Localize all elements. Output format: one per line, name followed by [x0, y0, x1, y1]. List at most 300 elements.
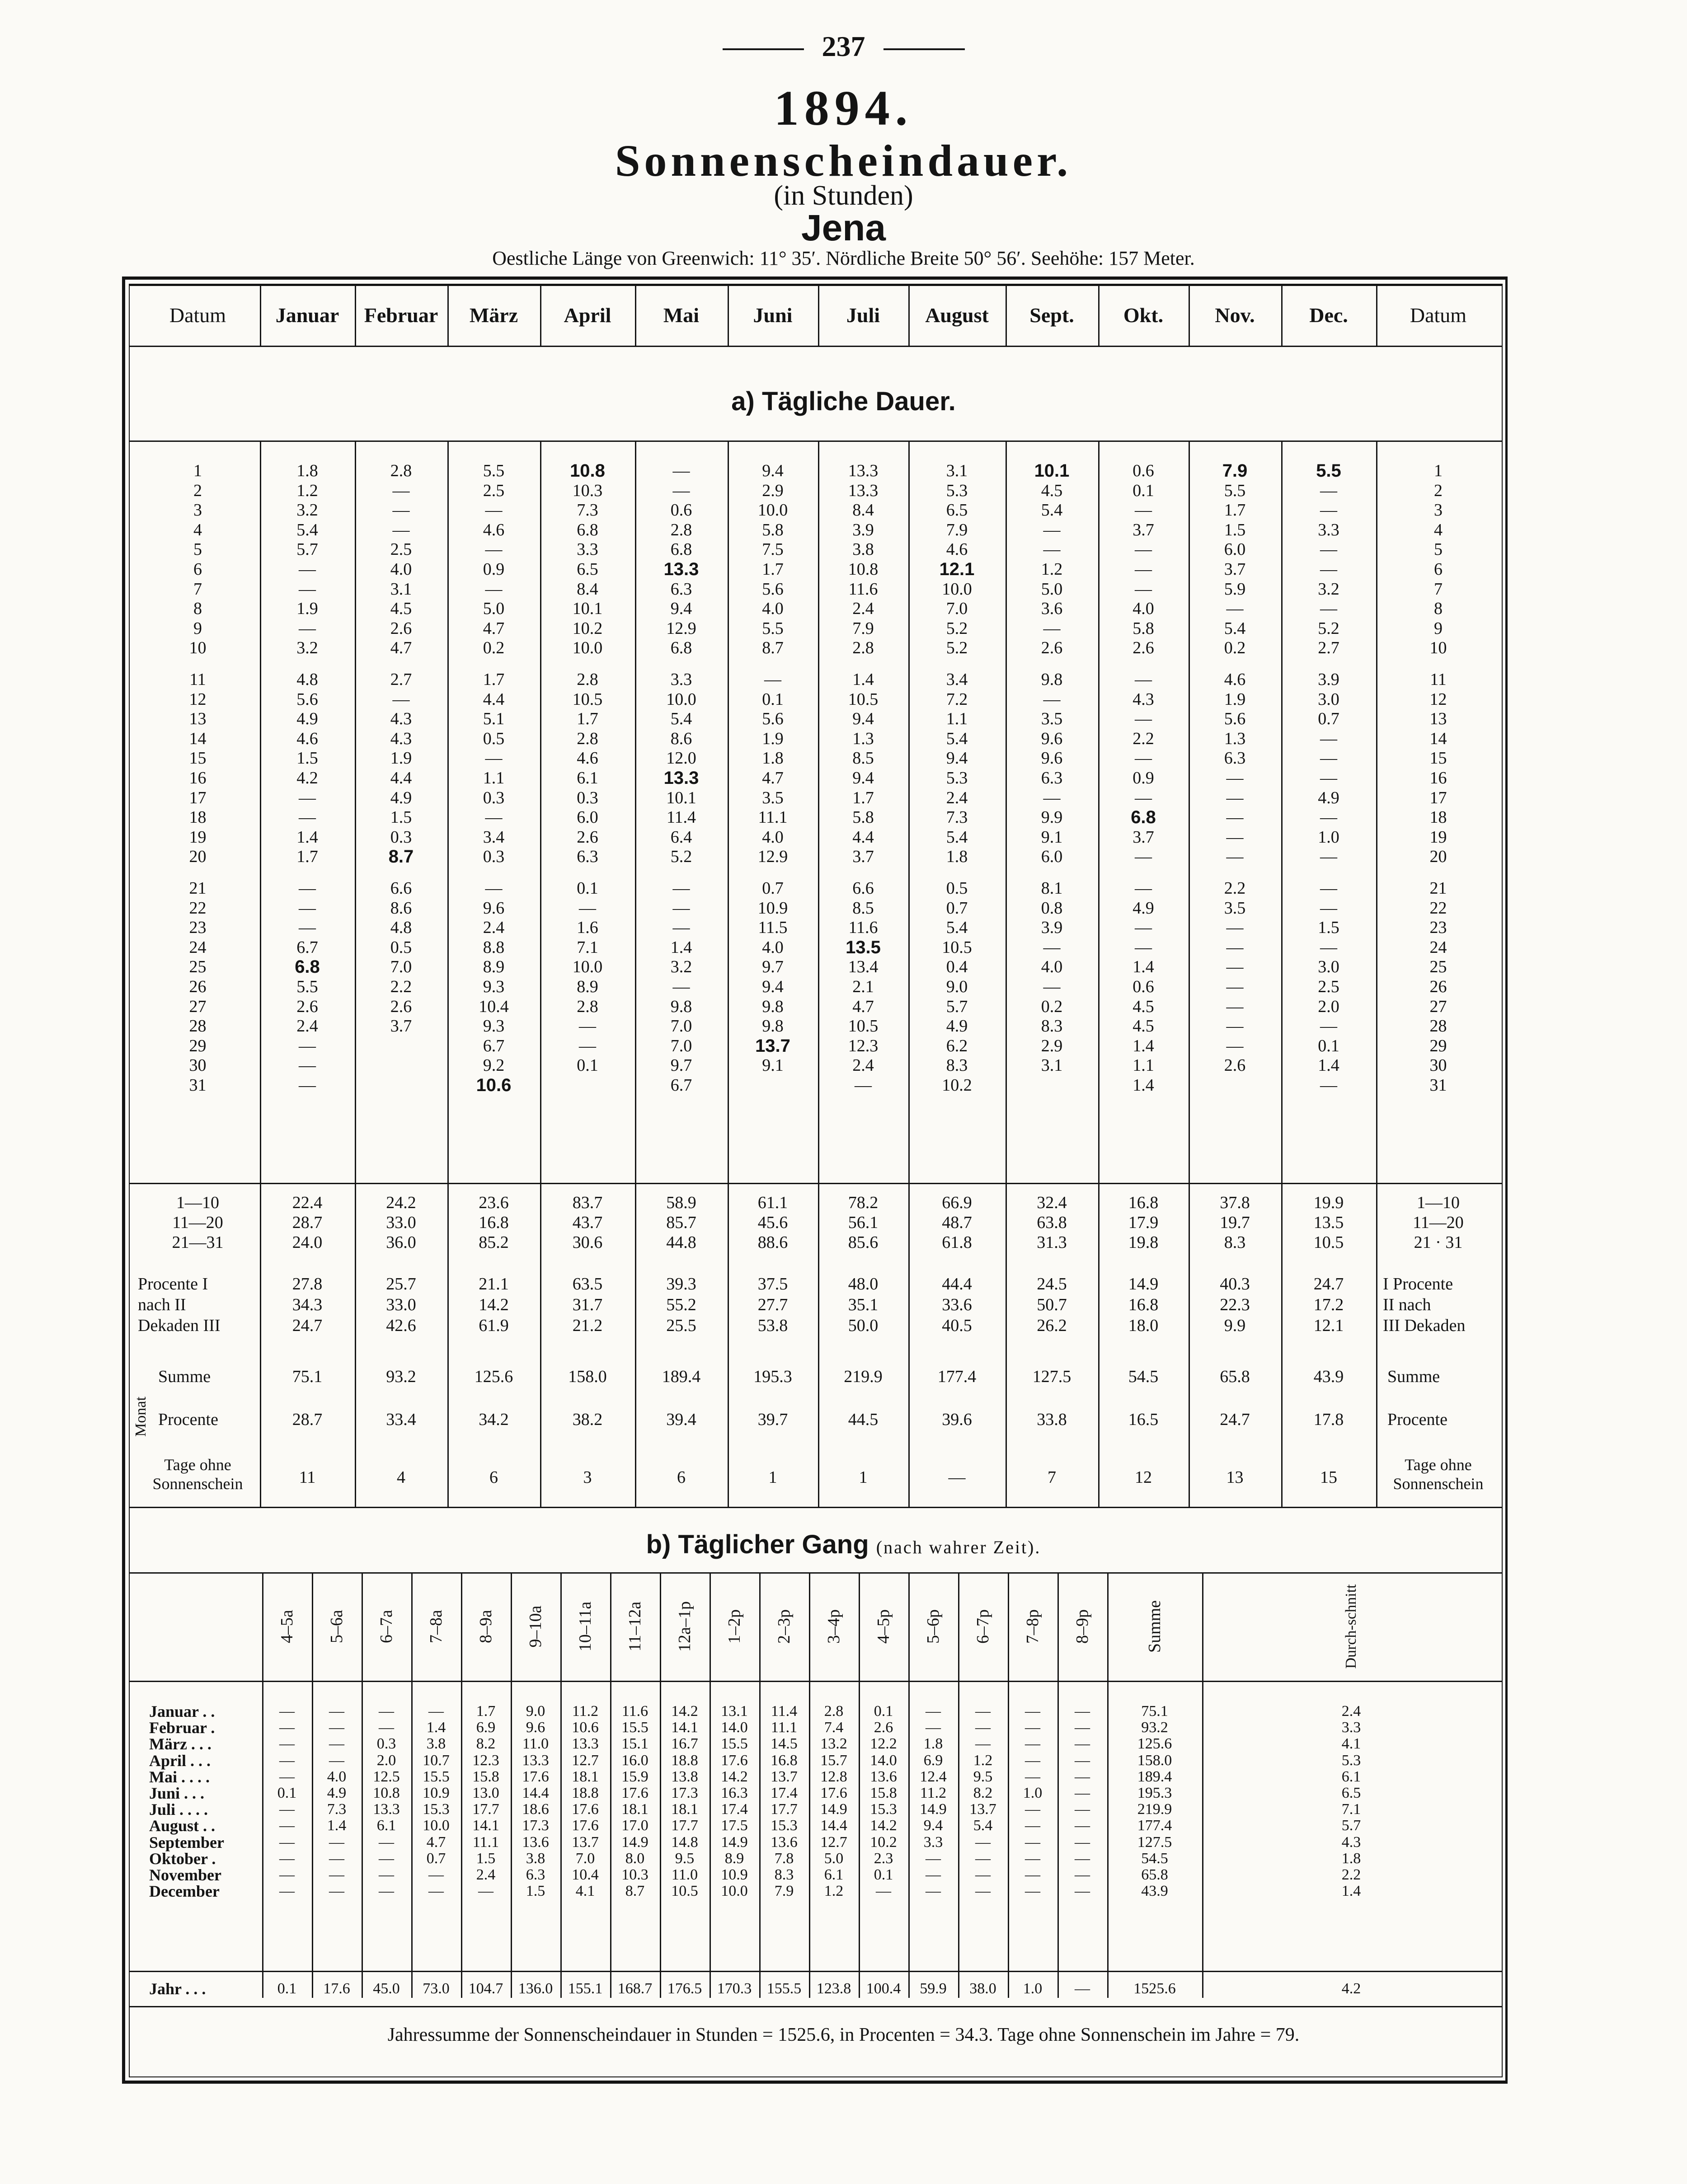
hourly-value: 14.2 — [721, 1768, 748, 1785]
hourly-value: 12.4 — [920, 1768, 947, 1785]
daily-value: 0.3 — [577, 788, 598, 807]
day-label-right: 12 — [1429, 689, 1447, 709]
daily-value: 4.0 — [1041, 957, 1063, 977]
daily-value: 6.8 — [670, 638, 692, 658]
hourly-value: 189.4 — [1137, 1768, 1172, 1785]
hourly-value: — — [1075, 1752, 1090, 1769]
daily-value: 8.1 — [1041, 879, 1063, 898]
day-label-right: 25 — [1429, 957, 1447, 977]
no-sun-label-right: Tage ohne — [1405, 1456, 1472, 1474]
daily-value: 6.8 — [670, 540, 692, 559]
hourly-value: 16.0 — [621, 1752, 648, 1769]
daily-value: — — [392, 501, 410, 520]
daily-value: 10.9 — [757, 898, 788, 918]
section-a-bottom-rule — [129, 1507, 1503, 1508]
daily-value: 11.4 — [666, 808, 696, 827]
daily-value: — — [855, 1076, 872, 1095]
no-sun-days: 1 — [768, 1468, 777, 1487]
daily-value: — — [672, 461, 690, 480]
hourly-value: — — [279, 1866, 295, 1883]
hourly-value: 17.7 — [472, 1801, 499, 1818]
decade-sum: 88.6 — [757, 1233, 788, 1252]
decade-sum: 85.7 — [666, 1213, 696, 1232]
daily-value: 1.4 — [852, 670, 874, 689]
daily-value: 3.5 — [762, 788, 784, 807]
daily-value: — — [485, 879, 503, 898]
daily-value: 3.7 — [1224, 560, 1246, 579]
daily-value: 1.4 — [1132, 1036, 1154, 1055]
daily-value: 4.8 — [296, 670, 318, 689]
daily-value: 10.3 — [572, 481, 603, 500]
daily-value: 10.2 — [942, 1076, 972, 1095]
decade-label: 1—10 — [176, 1193, 219, 1212]
daily-value: 3.9 — [1318, 670, 1339, 689]
column-header: Dec. — [1309, 304, 1348, 327]
daily-value: 6.3 — [670, 579, 692, 599]
daily-value: 0.9 — [1132, 769, 1154, 787]
hourly-value: 17.6 — [572, 1817, 599, 1834]
hourly-value: 17.6 — [721, 1752, 748, 1769]
daily-value: — — [485, 540, 503, 559]
daily-value: 5.4 — [1041, 501, 1063, 520]
daily-value: 4.9 — [1132, 898, 1154, 918]
decade-percent: 50.0 — [848, 1316, 879, 1335]
daily-value: 5.5 — [1316, 461, 1341, 481]
daily-value: 2.8 — [577, 670, 598, 689]
decade-sum: 78.2 — [848, 1193, 879, 1212]
hourly-value: 8.7 — [625, 1883, 645, 1900]
column-header: August — [925, 304, 989, 327]
hourly-value: 0.1 — [277, 1785, 297, 1801]
daily-value: 2.9 — [1041, 1036, 1063, 1055]
hourly-value: 0.1 — [874, 1866, 893, 1883]
daily-value: 6.1 — [577, 769, 598, 787]
decade-sum: 36.0 — [386, 1233, 416, 1252]
hourly-column-header-text: 8–9a — [476, 1610, 495, 1643]
hourly-value: — — [1075, 1735, 1090, 1753]
hourly-value: 1.4 — [1341, 1883, 1361, 1900]
decade-percent-label: Dekaden III — [138, 1316, 221, 1335]
hourly-value: 12.7 — [820, 1833, 847, 1851]
hourly-column-header-text: 6–7a — [377, 1610, 396, 1643]
decade-percent-label-right: II nach — [1383, 1295, 1431, 1314]
day-label-right: 19 — [1429, 827, 1447, 847]
hourly-value: — — [379, 1866, 394, 1883]
hourly-value: 12.3 — [472, 1752, 499, 1769]
hourly-row-label: Juni . . . — [149, 1784, 205, 1802]
monthly-sum: 189.4 — [662, 1367, 701, 1386]
decade-sum: 85.6 — [848, 1233, 879, 1252]
day-label-right: 10 — [1429, 638, 1447, 658]
hourly-value: 15.5 — [621, 1719, 648, 1736]
decade-percent: 22.3 — [1220, 1295, 1250, 1314]
monthly-pct-label: Procente — [158, 1410, 218, 1429]
daily-value: 3.2 — [296, 501, 318, 520]
hourly-value: — — [926, 1883, 941, 1900]
hourly-value: — — [279, 1883, 295, 1900]
hourly-total-label: Jahr . . . — [149, 1980, 206, 1998]
daily-value: 1.9 — [762, 729, 784, 748]
daily-value: 5.7 — [946, 997, 968, 1016]
hourly-value: 17.6 — [621, 1785, 648, 1801]
hourly-value: — — [975, 1866, 991, 1883]
decade-percent-label: Procente I — [138, 1275, 208, 1294]
daily-value: 5.7 — [296, 540, 318, 559]
daily-value: 0.2 — [1041, 997, 1063, 1016]
hourly-value: 10.5 — [671, 1883, 698, 1900]
hourly-value: — — [1075, 1817, 1090, 1834]
hourly-total-value: 45.0 — [373, 1980, 400, 1997]
day-label-right: 4 — [1434, 520, 1443, 539]
daily-value: 4.9 — [390, 788, 412, 807]
hourly-value: 8.9 — [724, 1850, 744, 1867]
hourly-value: — — [329, 1850, 344, 1867]
daily-value: — — [299, 560, 316, 579]
day-label: 28 — [189, 1017, 207, 1036]
hourly-value: — — [279, 1833, 295, 1851]
daily-value: 1.7 — [296, 847, 318, 867]
daily-value: 6.7 — [670, 1076, 692, 1095]
monthly-percent: 38.2 — [572, 1410, 603, 1429]
hourly-value: 9.4 — [923, 1817, 943, 1834]
daily-value: 1.8 — [762, 749, 784, 768]
day-label: 14 — [189, 729, 207, 748]
daily-value: 10.0 — [572, 638, 603, 658]
daily-value: — — [299, 918, 316, 937]
section-b-header-rule — [129, 1681, 1503, 1682]
hourly-value: 17.6 — [820, 1785, 847, 1801]
hourly-value: 4.3 — [1341, 1833, 1361, 1851]
monthly-sum: 43.9 — [1313, 1367, 1344, 1386]
daily-value: — — [1043, 520, 1061, 539]
daily-value: 4.4 — [852, 827, 874, 847]
hourly-value: — — [975, 1833, 991, 1851]
daily-value: — — [1135, 560, 1152, 579]
monthly-sum: 195.3 — [753, 1367, 792, 1386]
daily-value: 2.5 — [390, 540, 412, 559]
daily-value: — — [579, 1036, 596, 1055]
daily-value: 5.9 — [1224, 579, 1246, 599]
daily-value: 9.7 — [762, 957, 784, 977]
day-label-right: 24 — [1429, 937, 1447, 957]
hourly-value: — — [279, 1735, 295, 1753]
daily-value: 6.6 — [852, 879, 874, 898]
daily-value: 2.9 — [762, 481, 784, 500]
hourly-value: 16.3 — [721, 1785, 748, 1801]
column-header: Juni — [753, 304, 793, 327]
monthly-sum: 65.8 — [1220, 1367, 1250, 1386]
daily-value: 5.6 — [762, 579, 784, 599]
column-header: Juli — [846, 304, 880, 327]
daily-value: — — [1135, 918, 1152, 937]
daily-value: 9.8 — [670, 997, 692, 1016]
no-sun-days: 1 — [859, 1468, 868, 1487]
daily-value: — — [299, 579, 316, 599]
daily-value: — — [1043, 689, 1061, 709]
daily-value: 10.1 — [666, 788, 696, 807]
daily-value: 10.1 — [1034, 461, 1070, 481]
hourly-value: 10.0 — [721, 1883, 748, 1900]
decade-sum: 85.2 — [479, 1233, 509, 1252]
decade-label-right: 21 · 31 — [1414, 1233, 1463, 1252]
day-label-right: 13 — [1429, 709, 1447, 729]
daily-value: 2.7 — [390, 670, 412, 689]
decades-rule — [129, 1183, 1503, 1184]
daily-value: 1.6 — [577, 918, 598, 937]
daily-value: — — [1320, 540, 1337, 559]
daily-value: 5.5 — [483, 461, 505, 480]
day-label-right: 8 — [1434, 599, 1443, 619]
hourly-total-value: 136.0 — [518, 1980, 553, 1997]
daily-value: 0.9 — [483, 560, 505, 579]
decade-percent: 63.5 — [572, 1275, 603, 1294]
hourly-value: — — [926, 1866, 941, 1883]
daily-value: — — [764, 670, 781, 689]
day-label: 1 — [193, 461, 202, 480]
daily-value: — — [1226, 918, 1244, 937]
column-header: Datum — [169, 304, 226, 327]
hourly-value: 2.6 — [874, 1719, 893, 1736]
daily-value: 4.6 — [296, 729, 318, 748]
hourly-value: 6.1 — [824, 1866, 844, 1883]
daily-value: 7.9 — [852, 619, 874, 638]
hourly-value: 219.9 — [1137, 1801, 1172, 1818]
daily-value: 4.7 — [762, 769, 784, 787]
no-sun-label-right: Sonnenschein — [1393, 1475, 1484, 1493]
hourly-value: — — [975, 1850, 991, 1867]
monthly-pct-label-right: Procente — [1387, 1410, 1447, 1429]
day-label: 13 — [189, 709, 207, 729]
hourly-value: 11.0 — [522, 1735, 549, 1753]
daily-value: 5.4 — [1224, 619, 1246, 638]
no-sun-days: — — [948, 1468, 966, 1487]
column-header: April — [564, 304, 611, 327]
daily-value: 1.3 — [852, 729, 874, 748]
daily-value: 9.8 — [762, 1017, 784, 1036]
hourly-value: 17.3 — [671, 1785, 698, 1801]
daily-value: 9.1 — [1041, 827, 1063, 847]
no-sun-days: 3 — [583, 1468, 592, 1487]
unit-subtitle: (in Stunden) — [774, 180, 913, 211]
daily-value: 8.4 — [577, 579, 598, 599]
decade-sum: 61.1 — [757, 1193, 788, 1212]
hourly-value: 10.6 — [572, 1719, 599, 1736]
daily-value: 3.7 — [852, 847, 874, 867]
daily-value: 9.1 — [762, 1056, 784, 1075]
decade-sum: 22.4 — [292, 1193, 323, 1212]
hourly-value: 6.1 — [1341, 1768, 1361, 1785]
hourly-row-label: August . . — [149, 1817, 216, 1835]
decade-percent: 40.5 — [942, 1316, 972, 1335]
daily-value: — — [485, 579, 503, 599]
body-divider — [1281, 441, 1283, 1507]
daily-value: 3.5 — [1041, 709, 1063, 729]
no-sun-days: 4 — [397, 1468, 405, 1487]
daily-value: 6.5 — [577, 560, 598, 579]
daily-value: 3.0 — [1318, 689, 1339, 709]
daily-value: — — [1320, 808, 1337, 827]
hourly-value: 14.2 — [671, 1703, 698, 1720]
decade-percent: 27.8 — [292, 1275, 323, 1294]
daily-value: — — [299, 619, 316, 638]
hourly-value: 3.3 — [1341, 1719, 1361, 1736]
daily-value: 1.5 — [296, 749, 318, 768]
daily-value: 10.0 — [572, 957, 603, 977]
daily-value: 6.2 — [946, 1036, 968, 1055]
daily-value: 2.4 — [946, 788, 968, 807]
hourly-value: 18.1 — [621, 1801, 648, 1818]
hourly-value: 75.1 — [1141, 1703, 1168, 1720]
daily-value: — — [1320, 501, 1337, 520]
daily-value: 10.5 — [848, 1017, 879, 1036]
hourly-value: 15.5 — [423, 1768, 450, 1785]
daily-value: 6.3 — [1041, 769, 1063, 787]
hourly-total-value: 123.8 — [816, 1980, 851, 1997]
decade-sum: 28.7 — [292, 1213, 323, 1232]
body-divider — [260, 441, 261, 1507]
daily-value: 0.1 — [762, 689, 784, 709]
day-label: 27 — [189, 997, 207, 1016]
hourly-value: 7.9 — [774, 1883, 794, 1900]
daily-value: 9.6 — [1041, 729, 1063, 748]
daily-value: 9.8 — [1041, 670, 1063, 689]
hourly-value: 10.8 — [373, 1785, 400, 1801]
daily-value: — — [1320, 729, 1337, 748]
hourly-total-value: 59.9 — [920, 1980, 947, 1997]
daily-value: — — [1226, 599, 1244, 619]
hourly-value: — — [1075, 1785, 1090, 1801]
daily-value: — — [1135, 788, 1152, 807]
daily-value: 4.7 — [483, 619, 505, 638]
decade-sum: 19.9 — [1313, 1193, 1344, 1212]
decade-percent: 18.0 — [1128, 1316, 1159, 1335]
daily-value: 1.7 — [1224, 501, 1246, 520]
no-sun-days: 12 — [1135, 1468, 1152, 1487]
decade-percent: 33.0 — [386, 1295, 416, 1314]
hourly-value: 1.4 — [426, 1719, 446, 1736]
decade-sum: 33.0 — [386, 1213, 416, 1232]
no-sun-days: 7 — [1048, 1468, 1056, 1487]
hourly-value: 12.5 — [373, 1768, 400, 1785]
hourly-value: 7.0 — [575, 1850, 595, 1867]
daily-value: 7.5 — [762, 540, 784, 559]
daily-value: 6.6 — [390, 879, 412, 898]
daily-value: 3.7 — [1132, 520, 1154, 539]
hourly-value: 13.3 — [373, 1801, 400, 1818]
hourly-column-header-text: 7–8a — [427, 1610, 446, 1643]
no-sun-days: 15 — [1320, 1468, 1337, 1487]
daily-value: 10.5 — [572, 689, 603, 709]
daily-value: 5.4 — [946, 729, 968, 748]
daily-value: 9.3 — [483, 1017, 505, 1036]
daily-value: 4.0 — [762, 827, 784, 847]
hourly-value: — — [428, 1703, 444, 1720]
decade-percent-label-right: I Procente — [1383, 1275, 1453, 1294]
decade-percent: 33.6 — [942, 1295, 972, 1314]
daily-value: 2.4 — [852, 599, 874, 619]
daily-value: 2.8 — [852, 638, 874, 658]
daily-value: 0.6 — [1132, 977, 1154, 996]
daily-value: 9.8 — [762, 997, 784, 1016]
daily-value: 7.2 — [946, 689, 968, 709]
hourly-value: 158.0 — [1137, 1752, 1172, 1769]
daily-value: 5.0 — [1041, 579, 1063, 599]
daily-value: 10.0 — [666, 689, 696, 709]
decade-percent: 21.1 — [479, 1275, 509, 1294]
hourly-value: 13.1 — [721, 1703, 748, 1720]
daily-value: 6.7 — [296, 937, 318, 957]
decade-sum: 13.5 — [1313, 1213, 1344, 1232]
daily-value: 4.6 — [946, 540, 968, 559]
daily-value: 2.1 — [852, 977, 874, 996]
hourly-value: 12.8 — [820, 1768, 847, 1785]
monthly-sum: 125.6 — [474, 1367, 513, 1386]
hourly-value: 14.9 — [920, 1801, 947, 1818]
hourly-value: 17.6 — [572, 1801, 599, 1818]
section-a-rule — [129, 441, 1503, 442]
daily-value: 0.3 — [483, 788, 505, 807]
page-number: 237 — [0, 30, 1687, 63]
no-sun-days: 13 — [1226, 1468, 1244, 1487]
daily-value: 2.7 — [1318, 638, 1339, 658]
hourly-value: 6.9 — [476, 1719, 496, 1736]
daily-value: — — [485, 808, 503, 827]
monthly-sum-label: Summe — [158, 1367, 211, 1386]
decade-sum: 10.5 — [1313, 1233, 1344, 1252]
daily-value: 3.3 — [670, 670, 692, 689]
daily-value: 4.5 — [1132, 1017, 1154, 1036]
daily-value: 13.5 — [846, 937, 881, 957]
hourly-row-label: November — [149, 1866, 221, 1884]
daily-value: 8.5 — [852, 898, 874, 918]
daily-value: 2.6 — [1132, 638, 1154, 658]
hourly-value: — — [329, 1719, 344, 1736]
decade-percent: 27.7 — [757, 1295, 788, 1314]
column-header: Februar — [364, 304, 438, 327]
day-label: 22 — [189, 898, 207, 918]
daily-value: 6.0 — [1041, 847, 1063, 867]
hourly-value: — — [876, 1883, 891, 1900]
day-label: 18 — [189, 808, 207, 827]
hourly-value: — — [379, 1883, 394, 1900]
daily-value: 2.4 — [852, 1056, 874, 1075]
daily-value: — — [299, 788, 316, 807]
hourly-value: 13.7 — [771, 1768, 798, 1785]
day-label-right: 7 — [1434, 579, 1443, 599]
daily-value: 10.8 — [570, 461, 605, 481]
hourly-value: 7.4 — [824, 1719, 844, 1736]
decade-percent: 48.0 — [848, 1275, 879, 1294]
decade-percent: 42.6 — [386, 1316, 416, 1335]
monthly-sum: 177.4 — [937, 1367, 977, 1386]
day-label: 26 — [189, 977, 207, 996]
hourly-value: — — [329, 1703, 344, 1720]
no-sun-days: 11 — [299, 1468, 316, 1487]
hourly-value: — — [1075, 1866, 1090, 1883]
daily-value: 10.6 — [476, 1075, 512, 1095]
daily-value: 1.5 — [390, 808, 412, 827]
monthly-percent: 44.5 — [848, 1410, 879, 1429]
hourly-value: 6.3 — [526, 1866, 545, 1883]
hourly-value: — — [279, 1703, 295, 1720]
hourly-value: — — [279, 1817, 295, 1834]
hourly-value: — — [279, 1768, 295, 1785]
daily-value: — — [1320, 481, 1337, 500]
daily-value: 2.4 — [296, 1017, 318, 1036]
day-label-right: 30 — [1429, 1056, 1447, 1075]
hourly-value: 17.6 — [522, 1768, 549, 1785]
daily-value: — — [1320, 749, 1337, 768]
